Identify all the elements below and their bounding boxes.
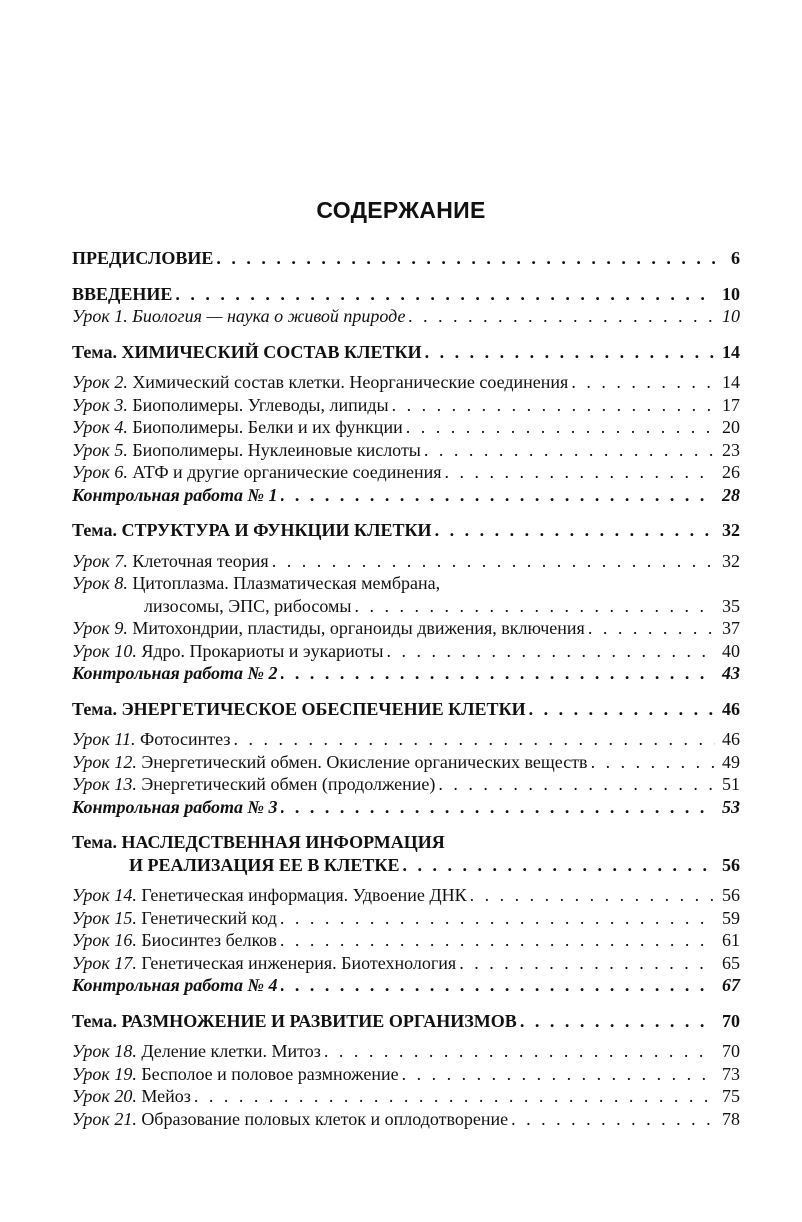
theme-prefix: Тема. bbox=[72, 520, 117, 540]
theme-title: ХИМИЧЕСКИЙ СОСТАВ КЛЕТКИ bbox=[121, 341, 422, 362]
theme-heading[interactable] bbox=[72, 831, 740, 854]
lesson-number bbox=[72, 729, 135, 749]
lesson-number bbox=[72, 752, 137, 772]
theme-prefix: Тема. bbox=[72, 698, 117, 719]
lesson-prefix: Урок bbox=[72, 1063, 110, 1084]
lesson-number bbox=[72, 1086, 137, 1106]
lesson-line bbox=[72, 884, 467, 907]
lesson-line bbox=[72, 728, 231, 751]
leader-dots bbox=[386, 640, 715, 663]
toc-page-number: 56 bbox=[722, 885, 740, 905]
toc-page-number: 53 bbox=[722, 796, 740, 817]
toc-entry-lesson[interactable] bbox=[72, 416, 740, 439]
toc-entry-test[interactable] bbox=[72, 662, 740, 685]
lesson-number bbox=[72, 1064, 137, 1084]
leader-dots bbox=[216, 247, 715, 270]
lesson-text: Цитоплазма. Плазматическая мембрана, bbox=[132, 573, 441, 593]
lesson-text: Ядро. Прокариоты и эукариоты bbox=[141, 640, 384, 661]
lesson-number bbox=[72, 618, 128, 638]
lesson-text: Биосинтез белков bbox=[141, 930, 277, 950]
lesson-num: 14. bbox=[114, 885, 137, 905]
toc-entry-lesson[interactable] bbox=[72, 952, 740, 975]
toc-entry-label: Урок 1. Биология — наука о живой природе bbox=[72, 306, 406, 326]
toc-page-number: 49 bbox=[722, 751, 740, 772]
lesson-prefix: Урок bbox=[72, 372, 110, 392]
lesson-prefix: Урок bbox=[72, 640, 110, 661]
toc-entry-test[interactable] bbox=[72, 796, 740, 819]
lesson-text: Биополимеры. Углеводы, липиды bbox=[132, 394, 389, 415]
theme-heading[interactable] bbox=[72, 698, 740, 721]
lesson-line bbox=[72, 1063, 399, 1086]
lesson-text: Фотосинтез bbox=[139, 729, 231, 749]
lesson-prefix: Урок bbox=[72, 907, 110, 928]
lesson-prefix: Урок bbox=[72, 417, 110, 437]
toc-entry-label: ПРЕДИСЛОВИЕ bbox=[72, 248, 214, 268]
lesson-num: 17. bbox=[114, 952, 137, 973]
lesson-num: 8. bbox=[114, 573, 128, 593]
lesson-number bbox=[72, 551, 128, 571]
toc-page-number: 28 bbox=[722, 484, 740, 505]
leader-dots bbox=[324, 1040, 715, 1063]
lesson-number bbox=[72, 1041, 137, 1061]
lesson-prefix: Урок bbox=[72, 1086, 110, 1106]
toc-page-number: 10 bbox=[722, 306, 740, 326]
lesson-num: 9. bbox=[114, 618, 128, 638]
lesson-num: 15. bbox=[114, 907, 137, 928]
toc-entry-lesson[interactable] bbox=[72, 640, 740, 663]
theme-title: РАЗМНОЖЕНИЕ И РАЗВИТИЕ ОРГАНИЗМОВ bbox=[121, 1010, 517, 1031]
toc-page-number: 32 bbox=[722, 520, 740, 540]
lesson-text-cont: лизосомы, ЭПС, рибосомы bbox=[144, 595, 352, 616]
leader-dots bbox=[470, 884, 715, 907]
lesson-prefix: Урок bbox=[72, 439, 110, 460]
lesson-prefix: Урок bbox=[72, 930, 110, 950]
lesson-text: Генетическая инженерия. Биотехнология bbox=[141, 952, 457, 973]
toc-entry-lesson[interactable] bbox=[72, 550, 740, 573]
leader-dots bbox=[402, 1063, 715, 1086]
lesson-number bbox=[72, 462, 128, 482]
leader-dots bbox=[281, 484, 715, 507]
lesson-prefix: Урок bbox=[72, 1108, 110, 1129]
lesson-prefix: Урок bbox=[72, 774, 110, 794]
toc-entry-lesson[interactable] bbox=[72, 751, 740, 774]
lesson-text: Митохондрии, пластиды, органоиды движения, включения bbox=[132, 618, 585, 638]
lesson-prefix: Урок bbox=[72, 885, 110, 905]
toc-page-number: 75 bbox=[722, 1086, 740, 1106]
leader-dots bbox=[520, 1010, 715, 1033]
lesson-num: 20. bbox=[114, 1086, 137, 1106]
lesson-line bbox=[72, 394, 389, 417]
lesson-line bbox=[72, 1085, 191, 1108]
toc-entry-label: ВВЕДЕНИЕ bbox=[72, 283, 173, 304]
toc-page-number: 65 bbox=[722, 952, 740, 973]
leader-dots bbox=[234, 728, 716, 751]
theme-heading-line2[interactable] bbox=[72, 854, 740, 877]
lesson-num: 10. bbox=[114, 640, 137, 661]
theme-label bbox=[72, 698, 526, 721]
toc-page-number: 78 bbox=[722, 1108, 740, 1129]
toc-entry-lesson[interactable] bbox=[72, 907, 740, 930]
theme-heading[interactable] bbox=[72, 1010, 740, 1033]
toc-page-number: 40 bbox=[722, 640, 740, 661]
lesson-number bbox=[72, 417, 128, 437]
toc-page-number: 46 bbox=[722, 698, 740, 719]
theme-title: ЭНЕРГЕТИЧЕСКОЕ ОБЕСПЕЧЕНИЕ КЛЕТКИ bbox=[121, 698, 526, 719]
lesson-text: Биополимеры. Нуклеиновые кислоты bbox=[132, 439, 421, 460]
leader-dots bbox=[272, 550, 715, 573]
lesson-line bbox=[72, 617, 585, 640]
lesson-num: 16. bbox=[114, 930, 137, 950]
lesson-line bbox=[72, 416, 403, 439]
lesson-text: Химический состав клетки. Неорганические соединения bbox=[132, 372, 569, 392]
toc-page-number: 23 bbox=[722, 439, 740, 460]
lesson-number bbox=[72, 573, 128, 593]
theme-prefix: Тема. bbox=[72, 832, 117, 852]
toc-page-number: 43 bbox=[722, 663, 740, 683]
leader-dots bbox=[445, 461, 715, 484]
theme-title: СТРУКТУРА И ФУНКЦИИ КЛЕТКИ bbox=[121, 520, 432, 540]
lesson-num: 3. bbox=[114, 394, 128, 415]
toc-entry-lesson-cont[interactable] bbox=[72, 595, 740, 618]
lesson-num: 19. bbox=[114, 1063, 137, 1084]
toc-entry-lesson[interactable] bbox=[72, 773, 740, 796]
toc-entry-lesson[interactable] bbox=[72, 1040, 740, 1063]
lesson-num: 2. bbox=[114, 372, 128, 392]
toc-entry-lesson[interactable] bbox=[72, 371, 740, 394]
toc-entry-lesson[interactable] bbox=[72, 439, 740, 462]
toc-entry-lesson[interactable] bbox=[72, 884, 740, 907]
lesson-text: Образование половых клеток и оплодотворение bbox=[141, 1108, 509, 1129]
lesson-num: 13. bbox=[114, 774, 137, 794]
lesson-num: 11. bbox=[114, 729, 136, 749]
lesson-prefix: Урок bbox=[72, 573, 110, 593]
lesson-number bbox=[72, 395, 128, 415]
lesson-number bbox=[72, 953, 137, 973]
toc-entry-lesson-1[interactable] bbox=[72, 305, 740, 328]
lesson-number bbox=[72, 774, 137, 794]
lesson-number bbox=[72, 1109, 137, 1129]
toc-entry-test[interactable] bbox=[72, 484, 740, 507]
lesson-prefix: Урок bbox=[72, 394, 110, 415]
toc-entry-test[interactable] bbox=[72, 974, 740, 997]
leader-dots bbox=[588, 617, 715, 640]
theme-label bbox=[72, 341, 422, 364]
lesson-number bbox=[72, 930, 137, 950]
lesson-prefix: Урок bbox=[72, 618, 110, 638]
leader-dots bbox=[409, 305, 716, 328]
lesson-text: Бесполое и половое размножение bbox=[141, 1063, 399, 1084]
toc-entry-lesson[interactable] bbox=[72, 1085, 740, 1108]
lesson-text: Генетический код bbox=[141, 907, 277, 928]
lesson-text: Деление клетки. Митоз bbox=[141, 1041, 321, 1061]
test-label: Контрольная работа № 3 bbox=[72, 796, 278, 817]
lesson-num: 21. bbox=[114, 1108, 137, 1129]
leader-dots bbox=[281, 974, 715, 997]
leader-dots bbox=[459, 952, 715, 975]
leader-dots bbox=[511, 1108, 715, 1131]
leader-dots bbox=[435, 519, 715, 542]
toc-page-number: 10 bbox=[722, 283, 740, 304]
toc-entry-lesson[interactable] bbox=[72, 572, 740, 595]
lesson-num: 6. bbox=[114, 462, 128, 482]
test-label: Контрольная работа № 1 bbox=[72, 484, 278, 505]
lesson-num: 7. bbox=[114, 550, 128, 571]
table-of-contents bbox=[72, 247, 740, 1130]
toc-page-number: 20 bbox=[722, 417, 740, 437]
toc-page-number: 73 bbox=[722, 1063, 740, 1084]
theme-label bbox=[72, 1010, 517, 1033]
leader-dots bbox=[354, 595, 715, 618]
theme-title-cont: И РЕАЛИЗАЦИЯ ЕЕ В КЛЕТКЕ bbox=[129, 854, 400, 875]
toc-page-number: 32 bbox=[722, 550, 740, 571]
leader-dots bbox=[406, 416, 715, 439]
toc-entry-lesson[interactable] bbox=[72, 929, 740, 952]
leader-dots bbox=[194, 1085, 715, 1108]
toc-entry-preface[interactable] bbox=[72, 247, 740, 270]
lesson-text: Биополимеры. Белки и их функции bbox=[132, 417, 403, 437]
lesson-text: Клеточная теория bbox=[132, 550, 269, 571]
leader-dots bbox=[281, 662, 715, 685]
theme-prefix: Тема. bbox=[72, 341, 117, 362]
lesson-text: Генетическая информация. Удвоение ДНК bbox=[141, 885, 467, 905]
lesson-text: Энергетический обмен (продолжение) bbox=[141, 774, 436, 794]
leader-dots bbox=[402, 854, 715, 877]
leader-dots bbox=[424, 439, 715, 462]
lesson-line bbox=[72, 439, 421, 462]
toc-entry-lesson[interactable] bbox=[72, 394, 740, 417]
test-label: Контрольная работа № 2 bbox=[72, 663, 278, 683]
leader-dots bbox=[281, 796, 715, 819]
lesson-prefix: Урок bbox=[72, 952, 110, 973]
leader-dots bbox=[280, 929, 715, 952]
lesson-num: 12. bbox=[114, 751, 137, 772]
lesson-text: Мейоз bbox=[141, 1086, 191, 1106]
lesson-prefix: Урок bbox=[72, 729, 110, 749]
toc-page-number: 26 bbox=[722, 462, 740, 482]
toc-page-number: 67 bbox=[722, 975, 740, 995]
test-label: Контрольная работа № 4 bbox=[72, 975, 278, 995]
lesson-line bbox=[72, 751, 588, 774]
lesson-prefix: Урок bbox=[72, 1041, 110, 1061]
toc-entry-lesson[interactable] bbox=[72, 728, 740, 751]
toc-entry-lesson[interactable] bbox=[72, 1108, 740, 1131]
leader-dots bbox=[591, 751, 715, 774]
lesson-line bbox=[72, 952, 456, 975]
leader-dots bbox=[571, 371, 715, 394]
toc-page-number: 59 bbox=[722, 907, 740, 928]
lesson-number bbox=[72, 440, 128, 460]
theme-heading[interactable] bbox=[72, 341, 740, 364]
lesson-num: 18. bbox=[114, 1041, 137, 1061]
toc-page-number: 14 bbox=[722, 372, 740, 392]
toc-page-number: 70 bbox=[722, 1010, 740, 1031]
leader-dots bbox=[529, 698, 715, 721]
toc-page-number: 46 bbox=[722, 729, 740, 749]
lesson-num: 5. bbox=[114, 439, 128, 460]
leader-dots bbox=[425, 341, 715, 364]
leader-dots bbox=[438, 773, 715, 796]
lesson-line bbox=[72, 640, 383, 663]
themes-container bbox=[72, 328, 740, 1131]
lesson-line bbox=[72, 550, 269, 573]
leader-dots bbox=[280, 907, 715, 930]
lesson-number bbox=[72, 372, 128, 392]
lesson-line bbox=[72, 1040, 321, 1063]
theme-heading[interactable] bbox=[72, 519, 740, 542]
toc-page-number: 6 bbox=[731, 248, 740, 268]
lesson-text: Энергетический обмен. Окисление органических веществ bbox=[141, 751, 588, 772]
toc-page-number: 56 bbox=[722, 854, 740, 875]
page-title: СОДЕРЖАНИЕ bbox=[316, 197, 486, 223]
toc-entry-lesson[interactable] bbox=[72, 617, 740, 640]
theme-title: НАСЛЕДСТВЕННАЯ ИНФОРМАЦИЯ bbox=[121, 832, 445, 852]
lesson-number bbox=[72, 885, 137, 905]
lesson-line bbox=[72, 929, 277, 952]
lesson-line bbox=[72, 371, 568, 394]
lesson-line bbox=[72, 1108, 508, 1131]
lesson-num: 4. bbox=[114, 417, 128, 437]
lesson-line bbox=[72, 907, 277, 930]
toc-entry-lesson[interactable] bbox=[72, 1063, 740, 1086]
toc-entry-lesson[interactable] bbox=[72, 461, 740, 484]
leader-dots bbox=[175, 283, 715, 306]
toc-page-number: 14 bbox=[722, 341, 740, 362]
toc-page-number: 35 bbox=[722, 595, 740, 616]
theme-label bbox=[72, 519, 432, 542]
toc-page-number: 17 bbox=[722, 394, 740, 415]
lesson-text: АТФ и другие органические соединения bbox=[132, 462, 442, 482]
lesson-line bbox=[72, 461, 442, 484]
toc-entry-intro[interactable] bbox=[72, 283, 740, 306]
lesson-prefix: Урок bbox=[72, 462, 110, 482]
toc-page-number: 37 bbox=[722, 618, 740, 638]
theme-prefix: Тема. bbox=[72, 1010, 117, 1031]
leader-dots bbox=[392, 394, 715, 417]
lesson-prefix: Урок bbox=[72, 751, 110, 772]
lesson-number bbox=[72, 908, 137, 928]
lesson-number bbox=[72, 641, 137, 661]
toc-page-number: 61 bbox=[722, 930, 740, 950]
toc-page-number: 51 bbox=[722, 774, 740, 794]
lesson-line bbox=[72, 773, 435, 796]
toc-page-number: 70 bbox=[722, 1041, 740, 1061]
lesson-prefix: Урок bbox=[72, 550, 110, 571]
